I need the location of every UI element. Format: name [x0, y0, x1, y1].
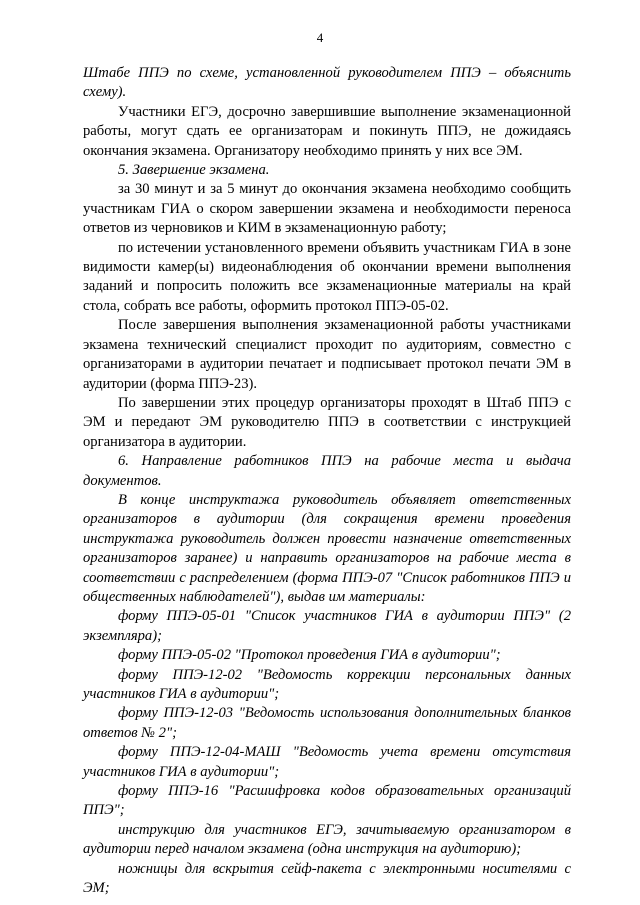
paragraph-early-finish: Участники ЕГЭ, досрочно завершившие выполнение экзаменационной работы, могут сдать ее организаторам и покинуть ППЭ, не дожидаясь окончания экзамена. Организатору необходимо принять у них все ЭМ. [83, 103, 571, 159]
list-item-form-12-04-mash: форму ППЭ-12-04-МАШ "Ведомость учета времени отсутствия участников ГИА в аудитории"; [83, 744, 571, 780]
paragraph-tech-specialist: После завершения выполнения экзаменационной работы участниками экзамена технический специалист проходит по аудиториям, совместно с организаторами в аудитории печатает и подписывает протокол печати ЭМ в аудитории (форма ППЭ-23). [83, 317, 571, 392]
document-body [83, 64, 571, 898]
paragraph-time-warning: за 30 минут и за 5 минут до окончания экзамена необходимо сообщить участникам ГИА о скором завершении экзамена и необходимости переноса ответов из черновиков и КИМ в экзаменационную работу; [83, 181, 571, 237]
list-item-form-05-02: форму ППЭ-05-02 "Протокол проведения ГИА в аудитории"; [118, 647, 501, 664]
section-heading-staff-direction: 6. Направление работников ППЭ на рабочие места и выдача документов. [83, 453, 571, 489]
section-heading-exam-end: 5. Завершение экзамена. [118, 162, 270, 179]
list-item-form-05-01: форму ППЭ-05-01 "Список участников ГИА в аудитории ППЭ" (2 экземпляра); [83, 608, 571, 644]
paragraph-continuation-staff-scheme: Штабе ППЭ по схеме, установленной руководителем ППЭ – объяснить схему). [83, 65, 571, 101]
list-item-participant-instruction: инструкцию для участников ЕГЭ, зачитываемую организатором в аудитории перед началом экзамена (одна инструкция на аудиторию); [83, 821, 571, 858]
list-item-form-12-02: форму ППЭ-12-02 "Ведомость коррекции персональных данных участников ГИА в аудитории"; [83, 666, 571, 702]
page-number: 4 [316, 30, 324, 45]
list-item-scissors: ножницы для вскрытия сейф-пакета с электронными носителями с ЭМ; [83, 860, 571, 897]
paragraph-instruction-end: В конце инструктажа руководитель объявляет ответственных организаторов в аудитории (для сокращения времени проведения инструктажа руководитель должен провести назначение ответственных организаторов заранее) и направить организаторов на рабочие места в соответствии с распределением (форма ППЭ-07 "Список работников ППЭ и общественных наблюдателей"), выдав им материалы: [83, 491, 571, 605]
paragraph-handover: По завершении этих процедур организаторы проходят в Штаб ППЭ с ЭМ и передают ЭМ руководителю ППЭ в соответствии с инструкцией организатора в аудитории. [83, 394, 571, 450]
list-item-form-12-03: форму ППЭ-12-03 "Ведомость использования дополнительных бланков ответов № 2"; [83, 705, 571, 741]
paragraph-time-expired: по истечении установленного времени объявить участникам ГИА в зоне видимости камер(ы) видеонаблюдения об окончании времени выполнения заданий и попросить положить все экзаменационные материалы на край стола, собрать все работы, оформить протокол ППЭ-05-02. [83, 239, 571, 314]
list-item-form-16: форму ППЭ-16 "Расшифровка кодов образовательных организаций ППЭ"; [83, 783, 571, 819]
